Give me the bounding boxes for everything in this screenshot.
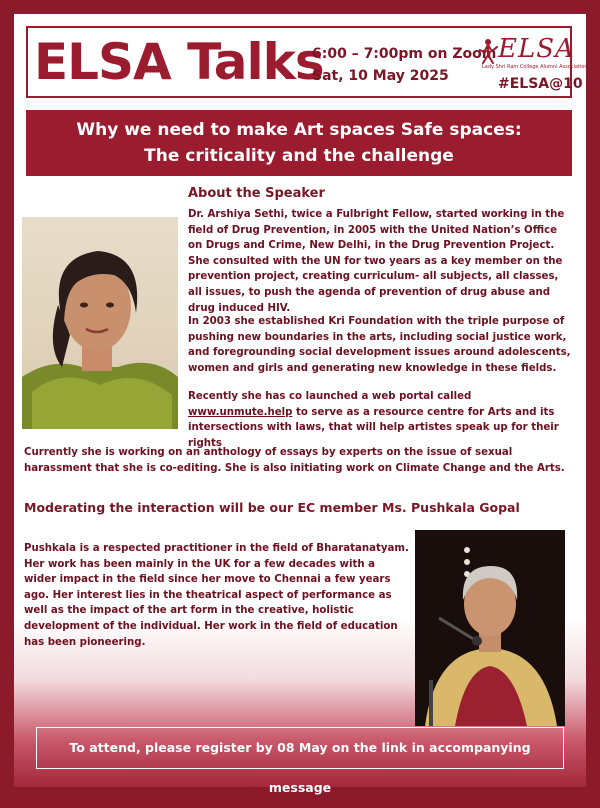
speaker-paragraph-1: Dr. Arshiya Sethi, twice a Fulbright Fellow, started working in the field of Drug Prevention, in 2005 with the United Nation’s Office on Drugs and Crime, New Delhi, in the Drug Prevention Project. She consulted with the UN for two years as a key member on the prevention project, creating curriculum- all subjects, all classes, all issues, to push the agenda of prevention of drug abuse and drug induced HIV.	[188, 209, 565, 314]
speaker-paragraph-3-end: to serve as a resource centre for Arts and its intersections with laws, that will help artistes speak up for their rights	[188, 406, 559, 449]
event-time: 6:00 – 7:00pm on Zoom	[312, 46, 497, 62]
moderator-photo	[415, 530, 565, 726]
speaker-paragraph-4: Currently she is working on an anthology of essays by experts on the issue of sexual harassment that she is co-editing. She is also initiating work on Climate Change and the Arts.	[24, 447, 565, 474]
registration-footer: To attend, please register by 08 May on the link in accompanying message	[36, 727, 564, 769]
moderator-paragraph: Pushkala is a respected practitioner in the field of Bharatanatyam. Her work has been mainly in the UK for a few decades with a wider impact in the field since her move to Chennai a few years ago. Her interest lies in the theatrical aspect of performance as well as the impact of the art form in the creative, holistic development of the individual. Her work in the field of education has been pioneering.	[24, 543, 409, 648]
dancer-icon	[478, 38, 498, 64]
elsa-logo	[480, 34, 588, 72]
talk-title-line-1: Why we need to make Art spaces Safe spaces:	[76, 120, 522, 140]
header-box	[26, 26, 588, 98]
hashtag: #ELSA@10	[498, 76, 583, 92]
speaker-paragraph-2: In 2003 she established Kri Foundation with the triple purpose of pushing new boundaries in the arts, including social justice work, and foregrounding social development issues around adolescents, women and girls and generating new knowledge in these fields.	[188, 316, 571, 374]
talk-title-line-2: The criticality and the challenge	[144, 146, 454, 166]
speaker-portrait-illustration	[22, 217, 178, 429]
event-title: ELSA Talks	[34, 33, 324, 91]
speaker-photo	[22, 217, 178, 429]
talk-title-banner	[26, 110, 572, 176]
logo-subtext: Lady Shri Ram College Alumni Association	[482, 64, 588, 70]
speaker-paragraph-3	[188, 389, 572, 451]
moderator-heading: Moderating the interaction will be our EC member Ms. Pushkala Gopal	[24, 500, 520, 515]
moderator-portrait-illustration	[415, 530, 565, 726]
about-speaker-heading: About the Speaker	[188, 186, 325, 201]
speaker-paragraph-3-start: Recently she has co launched a web portal called	[188, 391, 472, 402]
poster-frame	[14, 14, 588, 795]
event-date: Sat, 10 May 2025	[312, 68, 449, 84]
unmute-link[interactable]: www.unmute.help	[188, 406, 293, 418]
logo-text: ELSA	[498, 34, 575, 64]
